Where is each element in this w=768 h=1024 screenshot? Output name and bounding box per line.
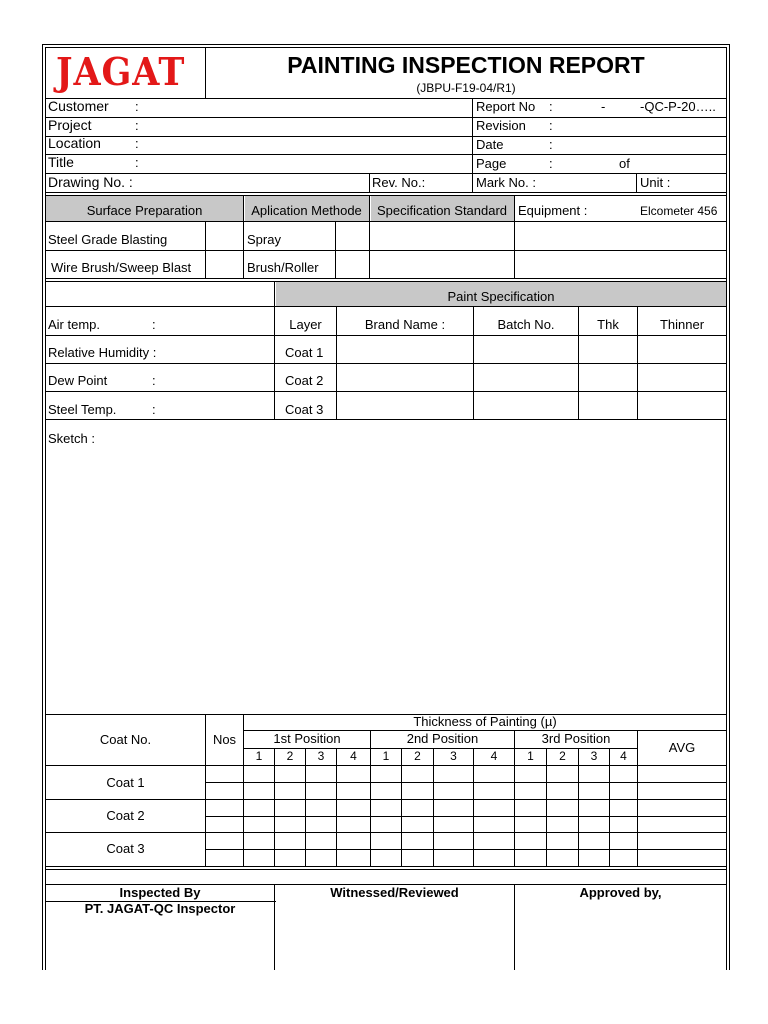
approved-by-header: Approved by, [579,885,662,900]
title-label: Title [48,154,74,170]
layer-coat: Coat 2 [285,373,324,388]
reading-number: 3 [317,749,325,763]
column-batch-no: Batch No. [497,317,555,332]
reading-number: 3 [590,749,598,763]
paint-specification-header: Paint Specification [447,289,555,304]
dew-point-label: Dew Point [48,373,108,388]
layer-coat: Coat 3 [285,402,324,417]
thickness-coat-label: Coat 2 [106,808,145,823]
inspection-report-form: JAGAT PAINTING INSPECTION REPORT (JBPU-F19-04/R1) Customer : Project : Location : Title : Drawing No. : Rev. No.: Mark No. : Unit : Report No : - -QC-P-20….. Revision : Date : Page : of Surface Preparation Aplication Methode Specification Standard Equipment : Elcometer 456 Steel Grade Blasting Wire Brush/Sweep Blast Spray Brush/Roller Paint Specification Layer Brand Name : Batch No. Thk Thinner Air temp. : Relative Humidity : Dew Point : Steel Temp. : Coat 1 Coat 2 Coat 3 Sketch : Thickness of Painting (µ) Coat No. Nos 1st Position 2nd Position 3rd Position AVG 1 2 3 4 1 2 3 4 1 2 3 4 Coat 1 Coat 2 Coat 3 Inspected By PT. JAGAT-QC Inspector Witnessed/Reviewed Approved by, [0,0,768,1024]
document-code: (JBPU-F19-04/R1) [416,81,516,95]
thickness-header: Thickness of Painting (µ) [413,714,557,729]
inspected-by-header: Inspected By [119,885,201,900]
avg-header: AVG [668,740,696,755]
reading-number: 4 [620,749,627,763]
column-thinner: Thinner [659,317,705,332]
application-method-header: Aplication Methode [251,203,362,218]
column-layer: Layer [289,317,322,332]
reading-number: 1 [255,749,263,763]
nos-header: Nos [212,732,237,747]
thickness-coat-label: Coat 1 [106,775,145,790]
steel-temp-label: Steel Temp. [48,402,117,417]
air-temp-label: Air temp. [48,317,101,332]
reading-number: 2 [559,749,566,763]
position-header: 3rd Position [541,731,611,746]
coat-no-header: Coat No. [99,732,152,747]
date-label: Date [476,137,504,152]
reading-number: 2 [286,749,294,763]
inspector-name: PT. JAGAT-QC Inspector [84,901,236,916]
column-thk: Thk [597,317,619,332]
unit-label: Unit : [640,175,671,190]
surface-item: Steel Grade Blasting [48,232,168,247]
surface-preparation-header: Surface Preparation [86,203,203,218]
page-label: Page [476,156,507,171]
equipment-label: Equipment : [518,203,588,218]
company-logo: JAGAT [56,49,186,94]
report-no-label: Report No [476,99,536,114]
application-item: Spray [247,232,281,247]
outer-border-top [42,44,730,45]
reading-number: 3 [450,749,457,763]
drawing-no-label: Drawing No. : [48,174,133,190]
report-no-value: -QC-P-20….. [640,99,716,114]
reading-number: 1 [527,749,534,763]
reading-number: 1 [382,749,390,763]
thickness-coat-label: Coat 3 [106,841,145,856]
specification-standard-header: Specification Standard [376,203,508,218]
location-label: Location [48,135,101,151]
report-title: PAINTING INSPECTION REPORT [287,52,645,78]
position-header: 1st Position [273,731,341,746]
reading-number: 4 [490,749,498,763]
project-label: Project [48,117,92,133]
witnessed-reviewed-header: Witnessed/Reviewed [330,885,459,900]
inner-border-top [45,47,727,48]
outer-border-left [42,44,43,970]
mark-no-label: Mark No. : [476,175,536,190]
rev-no-label: Rev. No.: [372,175,426,190]
position-header: 2nd Position [406,731,479,746]
surface-item: Wire Brush/Sweep Blast [51,260,192,275]
outer-border-right [729,44,730,970]
layer-coat: Coat 1 [285,345,324,360]
relative-humidity-label: Relative Humidity : [48,345,157,360]
application-item: Brush/Roller [247,260,319,275]
column-brand-name: Brand Name : [364,317,446,332]
reading-number: 2 [414,749,421,763]
reading-number: 4 [350,749,357,763]
customer-label: Customer [48,98,109,114]
equipment-value: Elcometer 456 [640,204,718,218]
revision-label: Revision [476,118,526,133]
sketch-label: Sketch : [48,431,95,446]
